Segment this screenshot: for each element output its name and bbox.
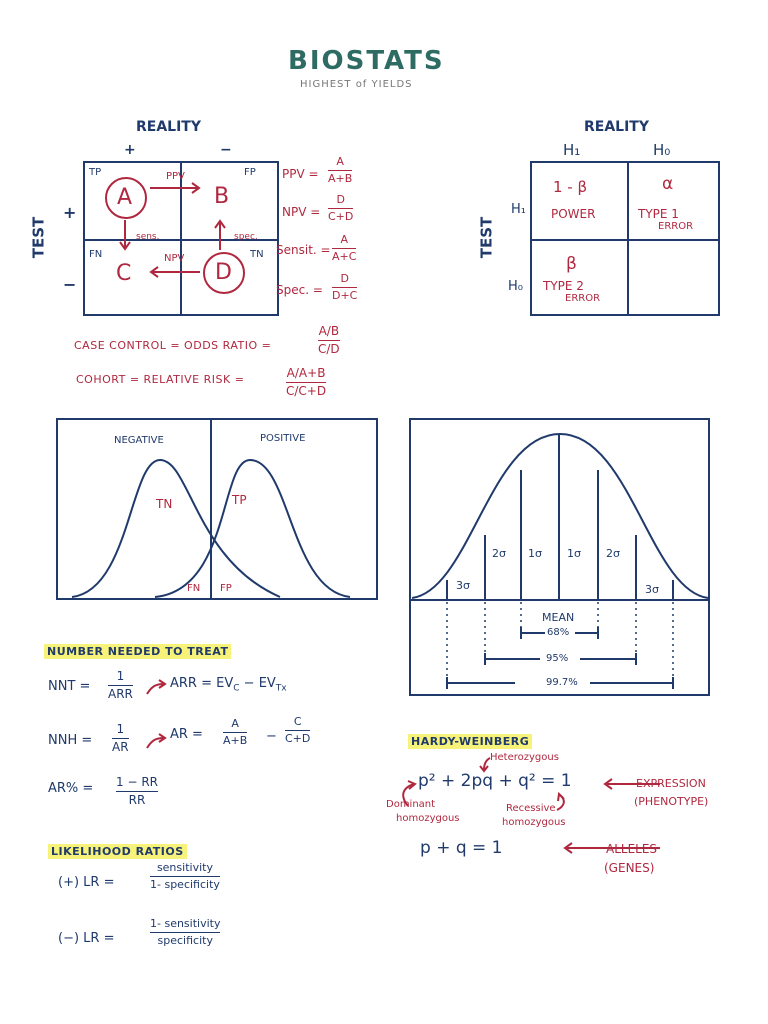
homozygous-dominant-note: homozygous [396,813,460,824]
power-label: POWER [551,207,596,221]
tn-label: TN [250,249,264,260]
odds-ratio-fraction: A/B C/D [318,324,340,356]
hardy-heading: HARDY-WEINBERG [408,736,532,747]
range-95-label: 95% [546,653,569,664]
h1-col-label: H₁ [563,141,581,159]
tp-area-label: TP [232,493,247,507]
sigma-label-left-2: 2σ [492,547,506,560]
spec-fraction: D D+C [332,272,358,302]
tn-area-label: TN [156,497,173,511]
cohort-text: COHORT = RELATIVE RISK = [76,373,245,386]
cell-d: D [215,260,232,285]
hardy-equation: p² + 2pq + q² = 1 [418,771,572,791]
nnt-heading: NUMBER NEEDED TO TREAT [44,646,231,657]
mean-label: MEAN [542,611,575,624]
sigma-label-left-3: 3σ [456,579,470,592]
cell-b: B [214,184,230,209]
recessive-note: Recessive [506,803,556,814]
heterozygous-note: Heterozygous [490,752,559,763]
power-symbol: 1 - β [553,178,588,196]
spec-arrow-label: spec. [234,232,258,242]
beta-symbol: β [566,254,577,274]
sigma-label-left-1: 1σ [528,547,542,560]
fp-label: FP [244,167,256,178]
ar-minus: − [266,729,277,744]
nnh-fraction: 1 AR [112,722,129,754]
type2-error-label: ERROR [565,293,601,304]
sigma-label-right-1: 1σ [567,547,581,560]
ppv-formula-label: PPV = [282,167,319,181]
npv-formula-label: NPV = [282,205,321,219]
sens-arrow-label: sens. [136,232,160,242]
nnt-fraction: 1 ARR [108,669,133,701]
range-997-label: 99.7% [546,677,578,688]
genes-label: (GENES) [604,861,655,875]
alleles-label: ALLELES [606,842,658,856]
cell-c: C [116,261,132,286]
h0-row-label: H₀ [508,279,523,294]
type1-error-label: ERROR [658,221,694,232]
spec-formula-label: Spec. = [276,283,323,297]
npv-arrow-label: NPV [164,253,185,264]
col-minus: − [220,142,232,158]
sens-fraction: A A+C [332,233,357,263]
reality-label-2: REALITY [584,119,649,135]
relative-risk-fraction: A/A+B C/C+D [286,366,327,398]
arr-formula: ARR = $EV_C - EV_{Tx}$ [170,676,287,694]
nnh-label: NNH = [48,733,93,748]
negative-label: NEGATIVE [114,435,164,446]
ar-percent-label: AR% = [48,781,94,796]
reality-label: REALITY [136,119,201,135]
row-plus: + [63,203,77,222]
sigma-label-right-2: 2σ [606,547,620,560]
test-label: TEST [29,216,48,259]
fp-area-label: FP [220,583,232,594]
h0-col-label: H₀ [653,141,671,159]
alleles-equation: p + q = 1 [420,838,503,858]
fn-label: FN [89,249,103,260]
npv-fraction: D C+D [328,193,354,223]
phenotype-label: (PHENOTYPE) [634,795,709,808]
ar-label: AR = [170,727,203,742]
homozygous-recessive-note: homozygous [502,817,566,828]
ar-fraction-2: C C+D [285,715,311,745]
ppv-arrow-label: PPV [166,171,185,182]
sens-formula-label: Sensit. = [276,243,331,257]
fn-area-label: FN [187,583,201,594]
positive-label: POSITIVE [260,433,306,444]
cell-a: A [117,185,133,210]
page-subtitle: HIGHEST of YIELDS [300,79,413,90]
overlap-distribution-box [57,419,377,599]
col-plus: + [124,142,136,158]
positive-lr-fraction: sensitivity 1- specificity [150,861,220,891]
ppv-fraction: A A+B [328,155,353,185]
sigma-label-right-3: 3σ [645,583,659,596]
likelihood-heading: LIKELIHOOD RATIOS [48,846,187,857]
type1-label: TYPE 1 [638,207,679,221]
dominant-note: Dominant [386,799,436,810]
ar-percent-fraction: 1 − RR RR [116,775,158,807]
type2-label: TYPE 2 [543,279,584,293]
range-68-label: 68% [547,627,570,638]
expression-label: EXPRESSION [636,777,706,790]
h1-row-label: H₁ [511,202,526,217]
tp-label: TP [89,167,102,178]
test-label-2: TEST [477,216,496,259]
row-minus: − [63,275,77,294]
case-control-text: CASE CONTROL = ODDS RATIO = [74,339,272,352]
positive-lr-label: (+) LR = [58,875,115,890]
nnt-label: NNT = [48,679,91,694]
ar-fraction-1: A A+B [223,717,248,747]
negative-curve [72,460,280,597]
page-title: BIOSTATS [288,46,445,76]
positive-curve [155,460,350,597]
negative-lr-label: (−) LR = [58,931,115,946]
negative-lr-fraction: 1- sensitivity specificity [150,917,221,947]
alpha-symbol: α [662,174,674,194]
